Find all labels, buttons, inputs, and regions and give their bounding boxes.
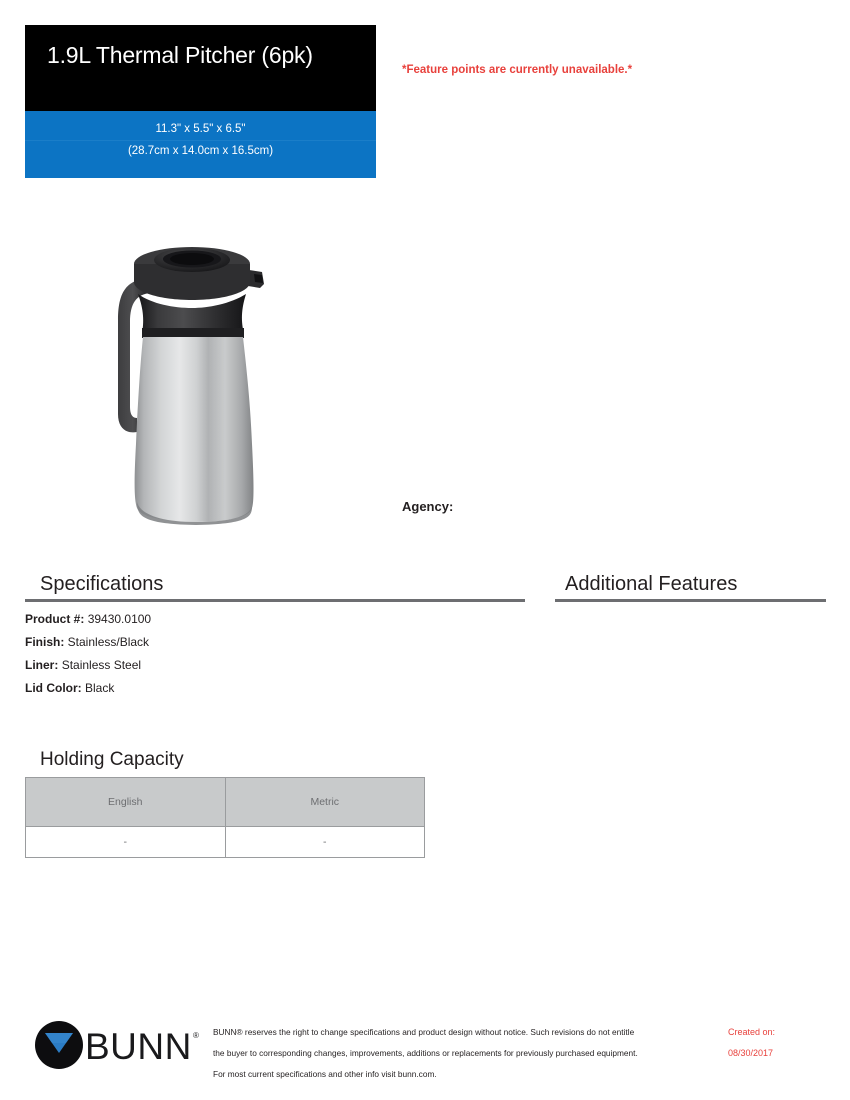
page-footer: [25, 1014, 825, 1086]
pitcher-body: [135, 337, 254, 522]
bunn-logo-mark: [33, 1020, 205, 1070]
dimensions-imperial: 11.3" x 5.5" x 6.5": [25, 119, 376, 141]
pitcher-collar-band: [142, 328, 244, 338]
spec-label: Product #:: [25, 612, 85, 626]
thermal-pitcher-illustration: [104, 236, 276, 528]
spec-row: [25, 654, 525, 677]
specifications-divider: [25, 599, 525, 602]
dimensions-metric: (28.7cm x 14.0cm x 16.5cm): [127, 145, 274, 157]
spec-value: Black: [85, 681, 115, 695]
created-on-block: [728, 1022, 775, 1064]
table-header-row: [26, 778, 425, 827]
spec-row: [25, 608, 525, 631]
footer-disclaimer: [213, 1022, 713, 1085]
specifications-list: [25, 608, 525, 700]
specifications-heading: Specifications: [40, 573, 164, 595]
disclaimer-line: For most current specifications and other info visit bunn.com.: [213, 1069, 437, 1079]
dimension-band: [25, 111, 376, 178]
spec-value: Stainless/Black: [67, 635, 150, 649]
spec-row: [25, 631, 525, 654]
agency-label: Agency:: [402, 499, 454, 514]
holding-capacity-heading: Holding Capacity: [40, 749, 184, 770]
feature-points-unavailable-note: *Feature points are currently unavailable.*: [402, 64, 633, 76]
column-header-metric: Metric: [225, 778, 425, 827]
product-title-block: [25, 25, 376, 178]
capacity-value-metric: -: [225, 827, 425, 858]
holding-capacity-section: [25, 748, 425, 858]
pitcher-spout-opening: [254, 274, 263, 283]
spec-row: [25, 677, 525, 700]
table-row: [26, 827, 425, 858]
additional-features-divider: [555, 599, 826, 602]
product-photo: [104, 236, 276, 528]
additional-features-section: [555, 572, 826, 608]
logo-trademark-icon: ®: [193, 1031, 199, 1040]
spec-value: 39430.0100: [87, 612, 152, 626]
spec-label: Liner:: [25, 658, 59, 672]
spec-value: Stainless Steel: [61, 658, 142, 672]
created-on-label: Created on:: [728, 1027, 776, 1037]
capacity-value-english: -: [26, 827, 226, 858]
created-on-date: 08/30/2017: [728, 1048, 774, 1058]
spec-label: Lid Color:: [25, 681, 82, 695]
additional-features-heading: Additional Features: [565, 573, 738, 595]
logo-wordmark: BUNN: [85, 1026, 192, 1067]
specifications-section: [25, 572, 525, 700]
holding-capacity-table: [25, 777, 425, 858]
product-title-bar: [25, 25, 376, 111]
column-header-english: English: [26, 778, 226, 827]
spec-label: Finish:: [25, 635, 65, 649]
pitcher-lid-opening: [170, 253, 214, 265]
page-title: 1.9L Thermal Pitcher (6pk): [47, 42, 313, 68]
bunn-logo: [33, 1020, 205, 1070]
disclaimer-line: BUNN® reserves the right to change specifications and product design without notice. Such revisions do not entitle: [213, 1027, 635, 1037]
disclaimer-line: the buyer to corresponding changes, improvements, additions or replacements for previously purchased equipment.: [213, 1048, 638, 1058]
